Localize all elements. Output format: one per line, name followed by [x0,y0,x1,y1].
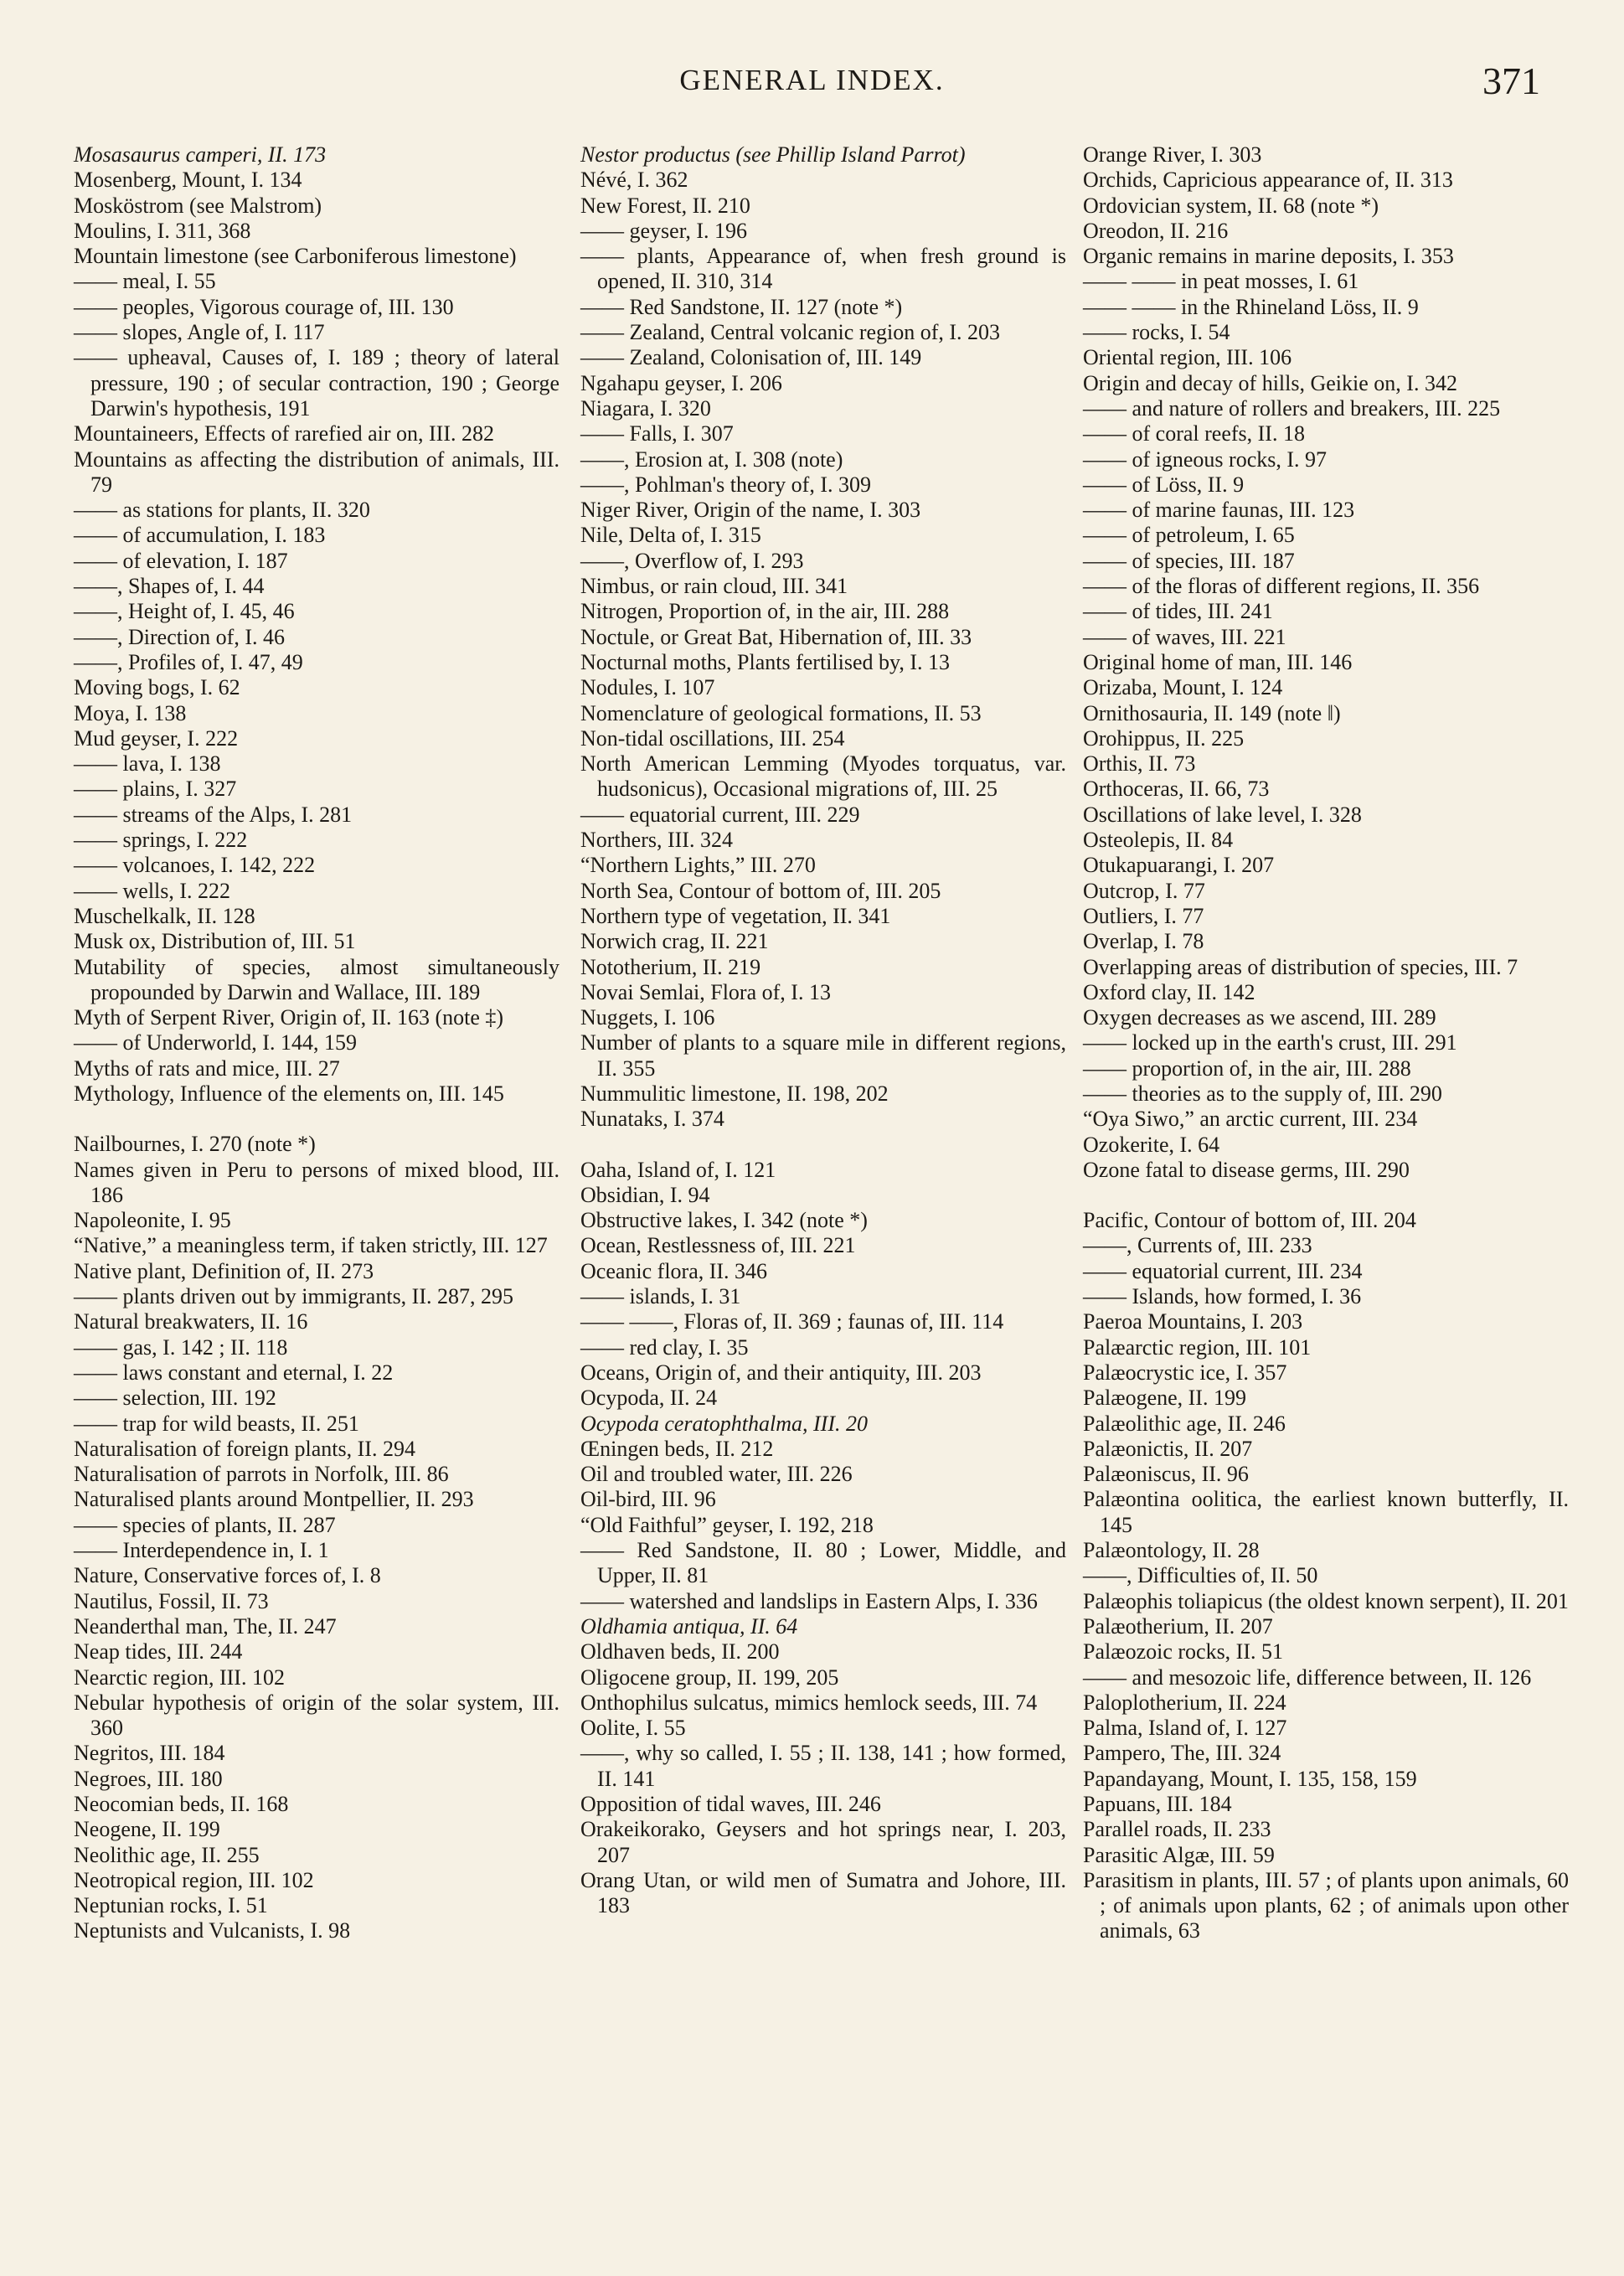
index-entry: —— Red Sandstone, II. 127 (note *) [580,294,903,319]
index-entry: Oldhamia antiqua, II. 64 [580,1613,798,1639]
index-entry: Nautilus, Fossil, II. 73 [74,1588,269,1613]
index-entry: Nunataks, I. 374 [580,1107,724,1132]
index-entry: —— —— in peat mosses, I. 61 [1083,269,1359,294]
index-entry: Naturalisation of parrots in Norfolk, III. 86 [74,1462,449,1487]
index-entry: —— ——, Floras of, II. 369 ; faunas of, III. 114 [580,1309,1004,1334]
index-entry: Moving bogs, I. 62 [74,675,240,700]
index-entry: —— plains, I. 327 [74,777,237,802]
index-entry: —— Islands, how formed, I. 36 [1083,1284,1362,1309]
index-entry: Paeroa Mountains, I. 203 [1083,1309,1303,1334]
index-entry: Musk ox, Distribution of, III. 51 [74,929,356,954]
index-entry: Mosenberg, Mount, I. 134 [74,168,302,193]
index-entry: Nestor productus (see Phillip Island Parrot) [580,142,966,167]
index-entry: Obsidian, I. 94 [580,1182,710,1207]
index-entry: —— lava, I. 138 [74,751,221,777]
index-entry: Native plant, Definition of, II. 273 [74,1258,374,1283]
index-entry: Oligocene group, II. 199, 205 [580,1664,839,1690]
index-entry: Mountain limestone (see Carboniferous limestone) [74,244,517,269]
index-entry: —— —— in the Rhineland Löss, II. 9 [1083,294,1419,319]
index-entry: Nuggets, I. 106 [580,1005,715,1030]
index-entry: Muschelkalk, II. 128 [74,903,255,928]
index-entry: —— trap for wild beasts, II. 251 [74,1411,359,1436]
index-entry: Nocturnal moths, Plants fertilised by, I. 13 [580,649,950,674]
index-entry: Oxford clay, II. 142 [1083,979,1255,1004]
index-entry: Mountaineers, Effects of rarefied air on, III. 282 [74,421,494,446]
index-column-2 [580,142,1066,1918]
index-entry: “Old Faithful” geyser, I. 192, 218 [580,1512,874,1537]
index-entry: Ozone fatal to disease germs, III. 290 [1083,1157,1410,1182]
index-entry: ——, Height of, I. 45, 46 [74,599,295,624]
index-entry: —— geyser, I. 196 [580,218,747,243]
index-entry: Mosköstrom (see Malstrom) [74,193,322,218]
index-entry: North American Lemming (Myodes torquatus, var. hudsonicus), Occasional migrations of, III. 25 [580,751,1066,802]
index-entry: Palma, Island of, I. 127 [1083,1716,1287,1741]
index-entry: Moulins, I. 311, 368 [74,218,251,243]
index-entry: Ngahapu geyser, I. 206 [580,370,782,395]
index-entry: —— volcanoes, I. 142, 222 [74,853,316,878]
index-entry: —— of accumulation, I. 183 [74,523,326,548]
index-entry: Opposition of tidal waves, III. 246 [580,1792,881,1816]
index-entry: —— rocks, I. 54 [1083,320,1230,345]
index-entry: Myths of rats and mice, III. 27 [74,1055,340,1081]
index-entry: Obstructive lakes, I. 342 (note *) [580,1208,868,1233]
index-entry: —— of coral reefs, II. 18 [1083,421,1305,446]
index-entry: Nimbus, or rain cloud, III. 341 [580,574,848,599]
index-entry: Niger River, Origin of the name, I. 303 [580,498,921,523]
index-entry: Moya, I. 138 [74,700,187,725]
index-entry: Nitrogen, Proportion of, in the air, III. 288 [580,599,950,624]
index-entry: Orizaba, Mount, I. 124 [1083,675,1283,700]
index-entry: Paloplotherium, II. 224 [1083,1690,1286,1715]
index-entry: Oscillations of lake level, I. 328 [1083,802,1362,827]
index-entry: —— equatorial current, III. 234 [1083,1258,1363,1283]
index-entry: Neptunian rocks, I. 51 [74,1893,268,1918]
index-entry: Mutability of species, almost simultaneously propounded by Darwin and Wallace, III. 189 [74,954,559,1004]
index-entry: Pacific, Contour of bottom of, III. 204 [1083,1208,1416,1233]
index-entry: Oaha, Island of, I. 121 [580,1157,776,1182]
index-entry: Noctule, or Great Bat, Hibernation of, III. 33 [580,624,972,649]
index-entry: —— of tides, III. 241 [1083,599,1273,624]
index-entry: —— streams of the Alps, I. 281 [74,802,353,827]
index-entry: ——, Profiles of, I. 47, 49 [74,649,303,674]
index-entry: —— plants driven out by immigrants, II. 287, 295 [74,1284,514,1309]
index-entry: —— theories as to the supply of, III. 290 [1083,1081,1442,1106]
index-entry: Mosasaurus camperi, II. 173 [74,142,327,167]
index-entry: Oceanic flora, II. 346 [580,1258,768,1283]
index-entry: Mythology, Influence of the elements on, III. 145 [74,1081,504,1106]
index-entry: Myth of Serpent River, Origin of, II. 163 (note ‡) [74,1005,504,1030]
index-entry: Oceans, Origin of, and their antiquity, III. 203 [580,1360,982,1385]
index-entry: Parallel roads, II. 233 [1083,1817,1271,1842]
index-entry: Œningen beds, II. 212 [580,1436,774,1461]
index-entry: Oldhaven beds, II. 200 [580,1639,780,1664]
index-entry: Ocean, Restlessness of, III. 221 [580,1233,856,1258]
index-entry: Nototherium, II. 219 [580,954,761,979]
index-entry: Outcrop, I. 77 [1083,878,1205,903]
index-entry: Neogene, II. 199 [74,1817,220,1842]
index-entry: Negritos, III. 184 [74,1741,225,1766]
index-entry: —— of elevation, I. 187 [74,548,288,573]
index-entry: —— locked up in the earth's crust, III. 291 [1083,1030,1457,1055]
index-entry: “Northern Lights,” III. 270 [580,853,816,878]
index-entry: Ocypoda ceratophthalma, III. 20 [580,1411,868,1436]
index-entry: —— plants, Appearance of, when fresh ground is opened, II. 310, 314 [580,244,1066,294]
index-entry: —— of marine faunas, III. 123 [1083,498,1355,523]
index-entry: Overlap, I. 78 [1083,929,1204,954]
index-entry: Parasitic Algæ, III. 59 [1083,1842,1275,1867]
index-entry: Napoleonite, I. 95 [74,1208,231,1233]
letter-section-gap [74,1107,559,1132]
index-entry: Nodules, I. 107 [580,675,715,700]
index-entry: Oil-bird, III. 96 [580,1487,716,1512]
index-entry: —— and nature of rollers and breakers, III. 225 [1083,395,1501,421]
index-entry: —— of petroleum, I. 65 [1083,523,1295,548]
index-entry: —— peoples, Vigorous courage of, III. 130 [74,294,454,319]
index-entry: Nearctic region, III. 102 [74,1664,285,1690]
index-entry: Neolithic age, II. 255 [74,1842,260,1867]
index-entry: Palæophis toliapicus (the oldest known serpent), II. 201 [1083,1588,1569,1613]
index-entry: —— Interdependence in, I. 1 [74,1538,329,1563]
index-entry: Palæontology, II. 28 [1083,1538,1260,1563]
index-entry: Oriental region, III. 106 [1083,345,1292,370]
index-entry: Origin and decay of hills, Geikie on, I. 342 [1083,370,1457,395]
index-entry: ——, Direction of, I. 46 [74,624,286,649]
index-entry: Onthophilus sulcatus, mimics hemlock seeds, III. 74 [580,1690,1038,1715]
index-entry: —— upheaval, Causes of, I. 189 ; theory of lateral pressure, 190 ; of secular contraction, 190 ; George Darwin's hypothesis, 191 [74,345,559,421]
running-title: GENERAL INDEX. [679,64,945,96]
index-entry: Palæotherium, II. 207 [1083,1613,1273,1639]
index-entry: —— springs, I. 222 [74,828,248,853]
index-entry: —— of species, III. 187 [1083,548,1295,573]
index-entry: —— islands, I. 31 [580,1284,741,1309]
index-entry: —— laws constant and eternal, I. 22 [74,1360,394,1385]
index-entry: Parasitism in plants, III. 57 ; of plants upon animals, 60 ; of animals upon plants, 62 ; of animals upon other animals, 63 [1083,1867,1569,1943]
index-entry: Nummulitic limestone, II. 198, 202 [580,1081,889,1106]
index-entry: ——, Currents of, III. 233 [1083,1233,1312,1258]
index-entry: Ordovician system, II. 68 (note *) [1083,193,1379,218]
index-entry: Nile, Delta of, I. 315 [580,523,761,548]
index-entry: Palæogene, II. 199 [1083,1386,1246,1411]
letter-section-gap [1083,1183,1569,1208]
index-entry: Ozokerite, I. 64 [1083,1132,1220,1157]
index-entry: Mountains as affecting the distribution of animals, III. 79 [74,446,559,497]
index-entry: ——, why so called, I. 55 ; II. 138, 141 ; how formed, II. 141 [580,1741,1066,1791]
index-entry: Palæarctic region, III. 101 [1083,1334,1312,1360]
index-entry: —— red clay, I. 35 [580,1334,749,1360]
index-entry: Neap tides, III. 244 [74,1639,243,1664]
index-entry: —— as stations for plants, II. 320 [74,498,370,523]
index-entry: Organic remains in marine deposits, I. 353 [1083,244,1454,269]
index-entry: —— and mesozoic life, difference between, II. 126 [1083,1664,1532,1690]
index-entry: —— proportion of, in the air, III. 288 [1083,1055,1411,1081]
index-entry: Norwich crag, II. 221 [580,929,769,954]
index-entry: Nailbournes, I. 270 (note *) [74,1132,316,1157]
index-entry: ——, Erosion at, I. 308 (note) [580,446,843,472]
index-entry: ——, Pohlman's theory of, I. 309 [580,472,871,497]
index-entry: Palæolithic age, II. 246 [1083,1411,1286,1436]
index-entry: —— of Löss, II. 9 [1083,472,1245,497]
index-entry: Palæonictis, II. 207 [1083,1436,1253,1461]
letter-section-gap [580,1133,1066,1158]
index-entry: —— of waves, III. 221 [1083,624,1286,649]
index-entry: ——, Shapes of, I. 44 [74,574,265,599]
index-entry: —— selection, III. 192 [74,1386,276,1411]
index-entry: Original home of man, III. 146 [1083,649,1353,674]
index-entry: —— species of plants, II. 287 [74,1512,336,1537]
index-entry: —— slopes, Angle of, I. 117 [74,320,325,345]
page-header [0,59,1624,109]
index-entry: Papuans, III. 184 [1083,1792,1232,1816]
index-entry: Orakeikorako, Geysers and hot springs near, I. 203, 207 [580,1817,1066,1867]
index-entry: Mud geyser, I. 222 [74,725,239,751]
index-entry: Palæontina oolitica, the earliest known butterfly, II. 145 [1083,1487,1569,1537]
index-entry: —— Zealand, Central volcanic region of, I. 203 [580,320,1001,345]
index-entry: ——, Difficulties of, II. 50 [1083,1563,1318,1588]
index-entry: Negroes, III. 180 [74,1766,223,1791]
index-entry: Nebular hypothesis of origin of the solar system, III. 360 [74,1690,559,1741]
index-entry: “Oya Siwo,” an arctic current, III. 234 [1083,1107,1418,1132]
index-entry: Neocomian beds, II. 168 [74,1792,289,1816]
index-entry: —— meal, I. 55 [74,269,216,294]
index-entry: Orchids, Capricious appearance of, II. 313 [1083,168,1453,193]
index-entry: —— of the floras of different regions, II. 356 [1083,574,1480,599]
index-entry: Palæoniscus, II. 96 [1083,1462,1249,1487]
index-entry: Number of plants to a square mile in different regions, II. 355 [580,1030,1066,1081]
index-entry: —— equatorial current, III. 229 [580,802,860,827]
index-entry: Oolite, I. 55 [580,1716,686,1741]
index-entry: Non-tidal oscillations, III. 254 [580,725,845,751]
index-entry: Niagara, I. 320 [580,395,711,421]
index-entry: ——, Overflow of, I. 293 [580,548,804,573]
index-entry: Palæozoic rocks, II. 51 [1083,1639,1284,1664]
index-entry: Oreodon, II. 216 [1083,218,1229,243]
page-number: 371 [1482,59,1540,102]
index-entry: Pampero, The, III. 324 [1083,1741,1281,1766]
index-entry: Nomenclature of geological formations, II. 53 [580,700,982,725]
index-entry: Palæocrystic ice, I. 357 [1083,1360,1287,1385]
index-entry: “Native,” a meaningless term, if taken strictly, III. 127 [74,1233,548,1258]
index-entry: Oil and troubled water, III. 226 [580,1462,853,1487]
index-entry: Papandayang, Mount, I. 135, 158, 159 [1083,1766,1417,1791]
index-entry: Orthoceras, II. 66, 73 [1083,777,1270,802]
index-entry: Northers, III. 324 [580,828,733,853]
index-entry: Ocypoda, II. 24 [580,1386,718,1411]
index-column-1 [74,142,559,1944]
index-entry: Ornithosauria, II. 149 (note ‖) [1083,700,1341,725]
index-entry: Naturalised plants around Montpellier, II. 293 [74,1487,474,1512]
index-entry: Northern type of vegetation, II. 341 [580,903,891,928]
index-entry: —— of igneous rocks, I. 97 [1083,446,1328,472]
index-entry: Orang Utan, or wild men of Sumatra and Johore, III. 183 [580,1867,1066,1918]
index-entry: —— Red Sandstone, II. 80 ; Lower, Middle, and Upper, II. 81 [580,1538,1066,1588]
index-entry: Osteolepis, II. 84 [1083,828,1234,853]
index-entry: —— Zealand, Colonisation of, III. 149 [580,345,922,370]
index-entry: Oxygen decreases as we ascend, III. 289 [1083,1005,1436,1030]
index-entry: —— of Underworld, I. 144, 159 [74,1030,357,1055]
index-entry: —— wells, I. 222 [74,878,231,903]
index-entry: North Sea, Contour of bottom of, III. 205 [580,878,941,903]
index-entry: Orange River, I. 303 [1083,142,1262,167]
index-entry: Names given in Peru to persons of mixed blood, III. 186 [74,1157,559,1207]
index-entry: Outliers, I. 77 [1083,903,1204,928]
index-entry: Neptunists and Vulcanists, I. 98 [74,1918,351,1943]
index-entry: —— gas, I. 142 ; II. 118 [74,1334,288,1360]
index-entry: Orohippus, II. 225 [1083,725,1245,751]
index-entry: Otukapuarangi, I. 207 [1083,853,1275,878]
index-entry: Naturalisation of foreign plants, II. 294 [74,1436,415,1461]
index-entry: Orthis, II. 73 [1083,751,1196,777]
index-entry: Natural breakwaters, II. 16 [74,1309,308,1334]
index-entry: —— watershed and landslips in Eastern Alps, I. 336 [580,1588,1038,1613]
index-entry: Neanderthal man, The, II. 247 [74,1613,337,1639]
index-entry: Overlapping areas of distribution of species, III. 7 [1083,954,1518,979]
index-entry: New Forest, II. 210 [580,193,750,218]
index-entry: Névé, I. 362 [580,168,688,193]
index-entry: —— Falls, I. 307 [580,421,734,446]
index-entry: Nature, Conservative forces of, I. 8 [74,1563,381,1588]
index-entry: Novai Semlai, Flora of, I. 13 [580,979,831,1004]
index-entry: Neotropical region, III. 102 [74,1867,314,1892]
index-column-3 [1083,142,1569,1944]
